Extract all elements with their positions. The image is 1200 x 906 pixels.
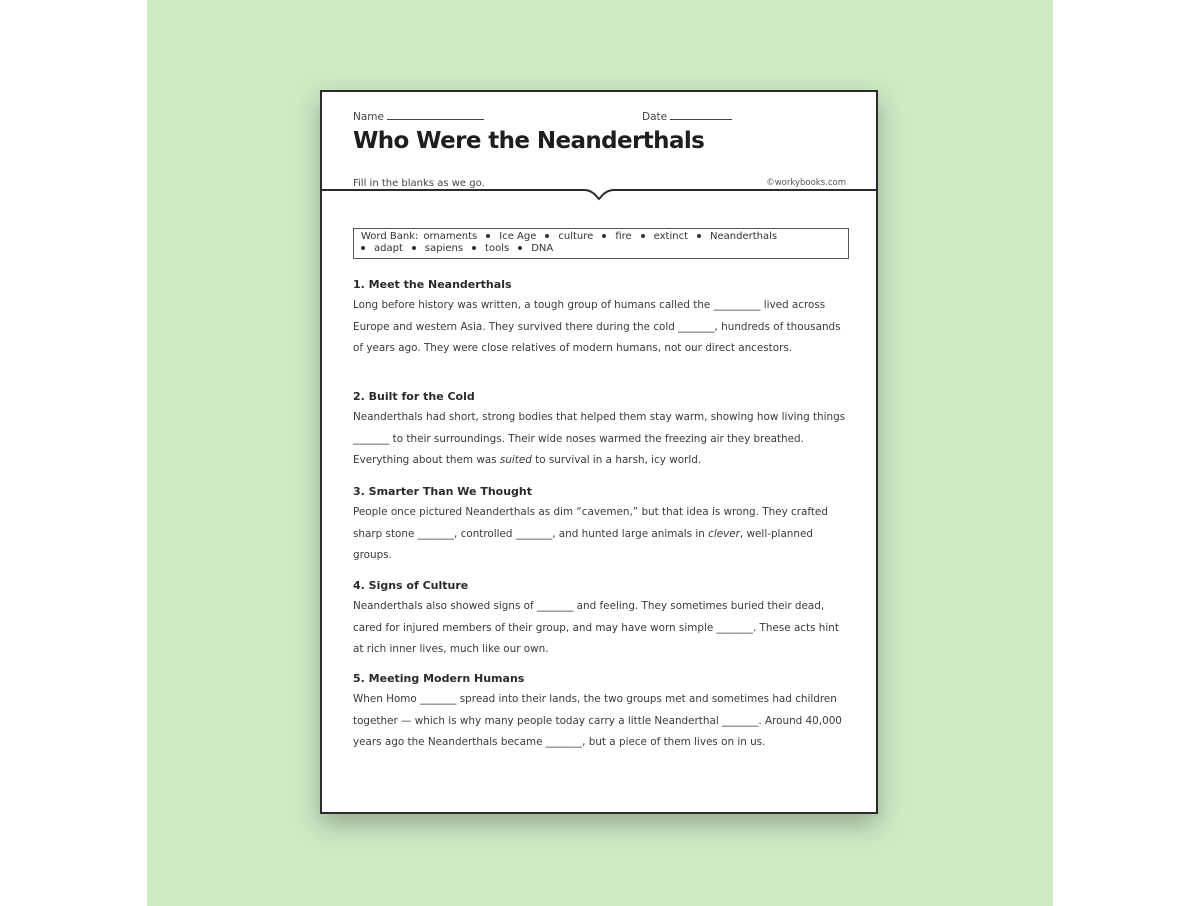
name-field[interactable] xyxy=(353,109,484,123)
word-bank-item: Neanderthals xyxy=(710,231,778,242)
section-heading: 1. Meet the Neanderthals xyxy=(353,278,512,291)
bullet-dot xyxy=(697,234,701,238)
section-3 xyxy=(353,485,851,567)
section-5 xyxy=(353,672,851,754)
word-bank-item: ornaments xyxy=(423,231,478,242)
bullet-dot xyxy=(545,234,549,238)
bullet-dot xyxy=(412,246,416,250)
section-heading: 2. Built for the Cold xyxy=(353,390,475,403)
section-text xyxy=(353,295,851,360)
name-label: Name xyxy=(353,111,384,123)
section-heading: 5. Meeting Modern Humans xyxy=(353,672,525,685)
word-bank-item: culture xyxy=(558,231,594,242)
page-title: Who Were the Neanderthals xyxy=(353,128,705,154)
section-1 xyxy=(353,278,851,360)
site-credit: ©workybooks.com xyxy=(766,178,846,188)
section-text xyxy=(353,596,851,661)
emphasized-word: clever xyxy=(708,527,740,540)
section-text xyxy=(353,502,851,567)
bullet-dot xyxy=(486,234,490,238)
bullet-dot xyxy=(361,246,365,250)
bullet-dot xyxy=(518,246,522,250)
word-bank xyxy=(353,228,849,259)
date-line[interactable] xyxy=(670,109,732,120)
word-bank-item: Ice Age xyxy=(499,231,537,242)
text-run: When Homo _______ spread into their lands, the two groups met and sometimes had children together — which is why many people today carry a little Neanderthal _______. Around 40,000 years ago the Neanderthals became _______, but a piece of them lives on in us. xyxy=(353,693,842,748)
text-run: Neanderthals also showed signs of _______ and feeling. They sometimes buried their dead, cared for injured members of their group, and may have worn simple _______. These acts hint at rich inner lives, much like our own. xyxy=(353,600,839,655)
header-divider xyxy=(322,188,876,202)
word-bank-label: Word Bank: xyxy=(361,231,419,242)
emphasized-word: suited xyxy=(499,454,532,466)
section-heading: 3. Smarter Than We Thought xyxy=(353,485,533,498)
word-bank-item: extinct xyxy=(653,231,689,242)
section-2 xyxy=(353,390,851,472)
bullet-dot xyxy=(472,246,476,250)
text-run: Long before history was written, a tough group of humans called the _________ lived across Europe and western Asia. They survived there during the cold _______, hundreds of thousands of years ago. They were close relatives of modern humans, not our direct ancestors. xyxy=(353,299,841,354)
text-run: Neanderthals had short, strong bodies that helped them stay warm, showing how living things _______ to their surroundings. Their wide noses warmed the freezing air they breathed. Everything about them was xyxy=(353,411,846,466)
worksheet-page xyxy=(320,90,878,814)
text-run: People once pictured Neanderthals as dim “cavemen,” but that idea is wrong. They crafted sharp stone _______, controlled _______, and hunted large animals in xyxy=(353,506,828,540)
word-bank-item: fire xyxy=(615,231,632,242)
date-label: Date xyxy=(642,111,668,123)
date-field[interactable] xyxy=(642,109,732,123)
word-bank-item: tools xyxy=(485,243,510,254)
bullet-dot xyxy=(641,234,645,238)
text-run: to survival in a harsh, icy world. xyxy=(531,454,702,466)
section-4 xyxy=(353,579,851,661)
word-bank-item: adapt xyxy=(374,243,403,254)
name-line[interactable] xyxy=(387,109,484,120)
bullet-dot xyxy=(602,234,606,238)
section-text xyxy=(353,689,851,754)
text-run: , well-planned groups. xyxy=(353,527,813,561)
section-text xyxy=(353,407,851,472)
word-bank-item: sapiens xyxy=(424,243,464,254)
section-heading: 4. Signs of Culture xyxy=(353,579,469,592)
instructions: Fill in the blanks as we go. xyxy=(353,178,485,189)
word-bank-item: DNA xyxy=(531,243,554,254)
